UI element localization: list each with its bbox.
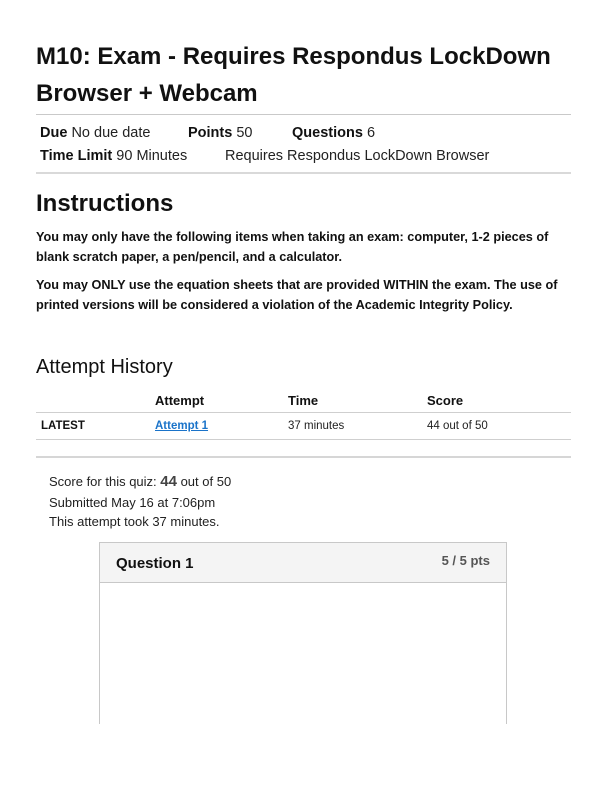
points-label: Points <box>188 125 233 141</box>
question-header <box>100 543 506 583</box>
due-label: Due <box>40 125 68 141</box>
table-row-divider <box>36 439 571 440</box>
divider <box>36 172 571 174</box>
attempt-1-link[interactable]: Attempt 1 <box>155 420 209 432</box>
submitted-time: Submitted May 16 at 7:06pm <box>49 495 216 510</box>
page-title: M10: Exam - Requires Respondus LockDown Browser + Webcam <box>36 43 551 107</box>
score-prefix: Score for this quiz: <box>49 474 161 489</box>
table-header-divider <box>36 412 571 413</box>
points-value: 50 <box>236 125 253 141</box>
score-suffix: out of 50 <box>176 474 232 489</box>
lockdown-note: Requires Respondus LockDown Browser <box>225 148 490 164</box>
due-detail <box>40 125 150 141</box>
attempt-duration: This attempt took 37 minutes. <box>49 514 220 529</box>
question-points: 5 / 5 pts <box>441 553 490 568</box>
attempt-score: 44 out of 50 <box>427 420 488 432</box>
divider <box>36 456 571 458</box>
latest-tag: LATEST <box>41 420 85 432</box>
due-value: No due date <box>71 125 151 141</box>
column-header-score: Score <box>427 393 464 408</box>
divider <box>36 114 571 115</box>
column-header-attempt: Attempt <box>155 393 205 408</box>
time-limit-value: 90 Minutes <box>116 148 188 164</box>
instructions-paragraph: You may ONLY use the equation sheets that are provided WITHIN the exam. The use of printed versions will be considered a violation of the Academic Integrity Policy. <box>36 278 558 312</box>
questions-value: 6 <box>366 125 376 141</box>
time-limit-label: Time Limit <box>40 148 113 164</box>
question-card <box>99 542 507 724</box>
attempt-history-heading: Attempt History <box>36 356 173 378</box>
quiz-score-line <box>49 473 231 490</box>
score-value: 44 <box>160 473 177 490</box>
attempt-time: 37 minutes <box>288 420 345 432</box>
questions-label: Questions <box>292 125 363 141</box>
column-header-time: Time <box>288 393 319 408</box>
questions-detail <box>292 125 375 141</box>
instructions-paragraph: You may only have the following items when taking an exam: computer, 1-2 pieces of blank scratch paper, a pen/pencil, and a calculator. <box>36 230 549 264</box>
time-limit-detail <box>40 148 187 164</box>
question-title: Question 1 <box>116 555 194 572</box>
instructions-heading: Instructions <box>36 190 174 217</box>
points-detail <box>188 125 252 141</box>
